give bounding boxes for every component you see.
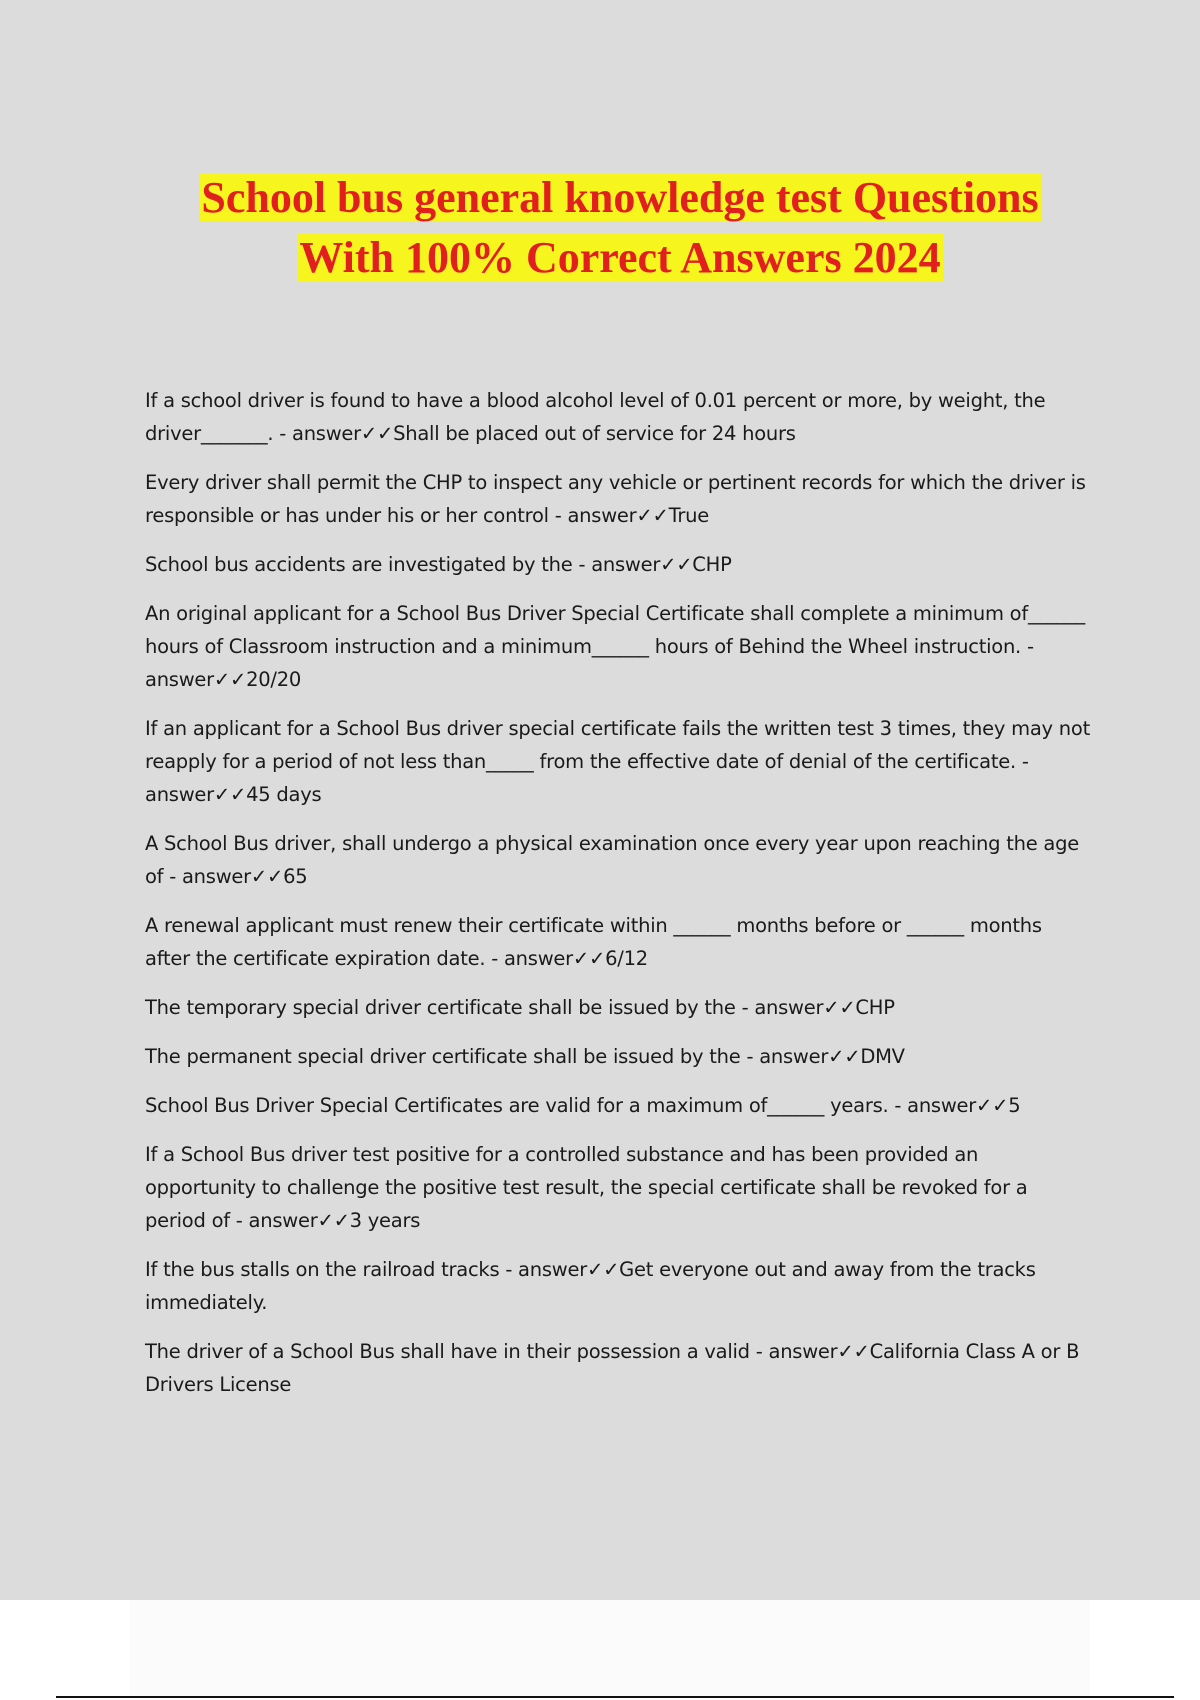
qa-item-9: The permanent special driver certificate shall be issued by the - answer✓✓DMV bbox=[145, 1045, 905, 1068]
qa-item-5: If an applicant for a School Bus driver special certificate fails the written test 3 times, they may not reapply for a period of not less than_____ from the effective date of denial of the certificate. - answer✓✓45 days bbox=[145, 717, 1090, 806]
qa-item-11: If a School Bus driver test positive for a controlled substance and has been provided an opportunity to challenge the positive test result, the special certificate shall be revoked for a period of - answer✓✓3 years bbox=[145, 1143, 1028, 1232]
question-answer-list bbox=[145, 384, 1090, 1417]
qa-item-10: School Bus Driver Special Certificates are valid for a maximum of______ years. - answer✓✓5 bbox=[145, 1094, 1021, 1117]
title-line-1: School bus general knowledge test Questions bbox=[201, 173, 1039, 222]
qa-item-7: A renewal applicant must renew their certificate within ______ months before or ______ months after the certificate expiration date. - answer✓✓6/12 bbox=[145, 914, 1042, 970]
next-page-preview bbox=[130, 1600, 1090, 1696]
qa-item-13: The driver of a School Bus shall have in their possession a valid - answer✓✓California Class A or B Drivers License bbox=[145, 1340, 1080, 1396]
qa-item-3: School bus accidents are investigated by the - answer✓✓CHP bbox=[145, 553, 732, 576]
document-title bbox=[0, 168, 1200, 288]
title-line-2: With 100% Correct Answers 2024 bbox=[299, 233, 941, 282]
qa-item-1: If a school driver is found to have a blood alcohol level of 0.01 percent or more, by weight, the driver_______. - answer✓✓Shall be placed out of service for 24 hours bbox=[145, 389, 1046, 445]
footer-divider bbox=[56, 1696, 1174, 1698]
qa-item-12: If the bus stalls on the railroad tracks - answer✓✓Get everyone out and away from the tracks immediately. bbox=[145, 1258, 1036, 1314]
qa-item-2: Every driver shall permit the CHP to inspect any vehicle or pertinent records for which the driver is responsible or has under his or her control - answer✓✓True bbox=[145, 471, 1086, 527]
qa-item-6: A School Bus driver, shall undergo a physical examination once every year upon reaching the age of - answer✓✓65 bbox=[145, 832, 1079, 888]
qa-item-8: The temporary special driver certificate shall be issued by the - answer✓✓CHP bbox=[145, 996, 895, 1019]
qa-item-4: An original applicant for a School Bus Driver Special Certificate shall complete a minimum of______ hours of Classroom instruction and a minimum______ hours of Behind the Wheel instruction. - answer✓✓20/20 bbox=[145, 602, 1085, 691]
